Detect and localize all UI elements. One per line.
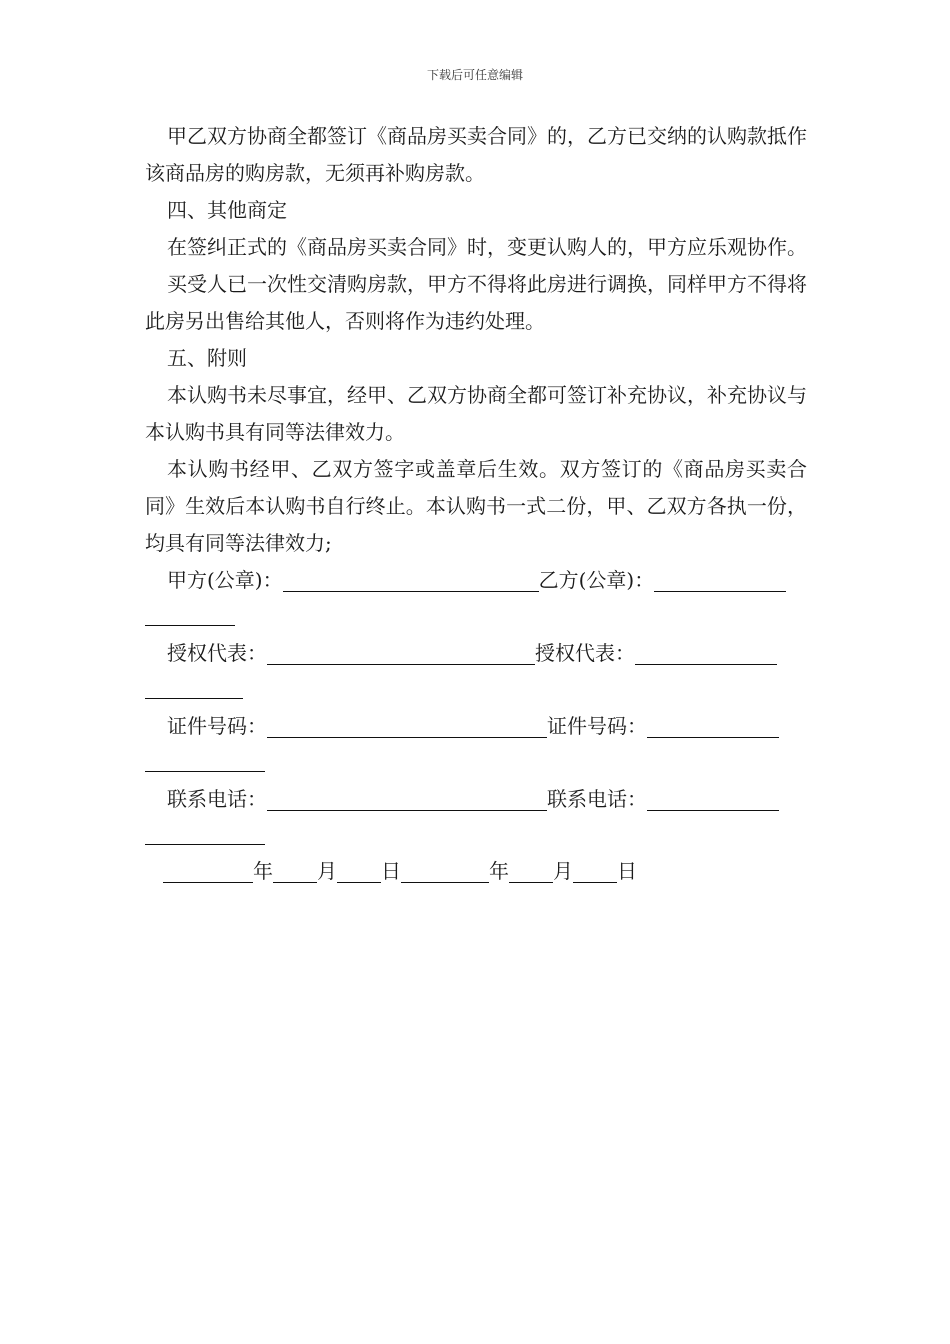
rep-b-blank xyxy=(635,638,777,665)
month-b-label: 月 xyxy=(553,859,573,883)
rep-a-blank xyxy=(267,638,535,665)
paragraph-payment: 甲乙双方协商全都签订《商品房买卖合同》的，乙方已交纳的认购款抵作该商品房的购房款，无须再补购房款。 xyxy=(145,124,807,185)
party-b-seal-label: 乙方(公章)： xyxy=(538,568,655,592)
paragraph-no-exchange: 买受人已一次性交清购房款，甲方不得将此房进行调换，同样甲方不得将此房另出售给其他人，否则将作为违约处理。 xyxy=(145,272,807,333)
year-a-label: 年 xyxy=(253,859,273,883)
paragraph-supplement: 本认购书未尽事宜，经甲、乙双方协商全都可签订补充协议，补充协议与本认购书具有同等法律效力。 xyxy=(145,383,807,444)
phone-b-blank xyxy=(647,784,779,811)
signature-row-rep xyxy=(145,635,807,708)
party-b-seal-blank xyxy=(654,565,786,592)
section-heading-other: 四、其他商定 xyxy=(167,198,287,222)
id-a-blank xyxy=(267,711,547,738)
signature-row-seal xyxy=(145,562,807,635)
id-b-blank-cont xyxy=(145,745,265,772)
day-b-blank xyxy=(573,856,617,883)
day-a-blank xyxy=(337,856,381,883)
phone-b-label: 联系电话： xyxy=(547,787,647,811)
id-b-blank xyxy=(647,711,779,738)
month-a-blank xyxy=(273,856,317,883)
paragraph-change-buyer: 在签纠正式的《商品房买卖合同》时，变更认购人的，甲方应乐观协作。 xyxy=(167,235,807,259)
rep-b-label: 授权代表： xyxy=(535,641,635,665)
page-header: 下载后可任意编辑 xyxy=(426,68,523,82)
party-a-seal-label: 甲方(公章)： xyxy=(167,568,283,592)
id-b-label: 证件号码： xyxy=(547,714,647,738)
signature-row-phone xyxy=(145,781,807,854)
id-a-label: 证件号码： xyxy=(167,714,267,738)
day-a-label: 日 xyxy=(381,859,401,883)
phone-a-label: 联系电话： xyxy=(167,787,267,811)
section-heading-appendix: 五、附则 xyxy=(167,346,247,370)
party-a-seal-blank xyxy=(283,565,539,592)
date-row xyxy=(163,853,807,890)
year-a-blank xyxy=(163,856,253,883)
day-b-label: 日 xyxy=(617,859,637,883)
year-b-blank xyxy=(401,856,489,883)
phone-b-blank-cont xyxy=(145,818,265,845)
party-b-seal-blank-cont xyxy=(145,599,235,626)
month-b-blank xyxy=(509,856,553,883)
paragraph-effective: 本认购书经甲、乙双方签字或盖章后生效。双方签订的《商品房买卖合同》生效后本认购书自行终止。本认购书一式二份，甲、乙双方各执一份，均具有同等法律效力; xyxy=(145,457,807,555)
document-body xyxy=(145,118,807,890)
year-b-label: 年 xyxy=(489,859,509,883)
signature-row-id xyxy=(145,708,807,781)
month-a-label: 月 xyxy=(317,859,337,883)
rep-a-label: 授权代表： xyxy=(167,641,267,665)
rep-b-blank-cont xyxy=(145,672,243,699)
phone-a-blank xyxy=(267,784,547,811)
